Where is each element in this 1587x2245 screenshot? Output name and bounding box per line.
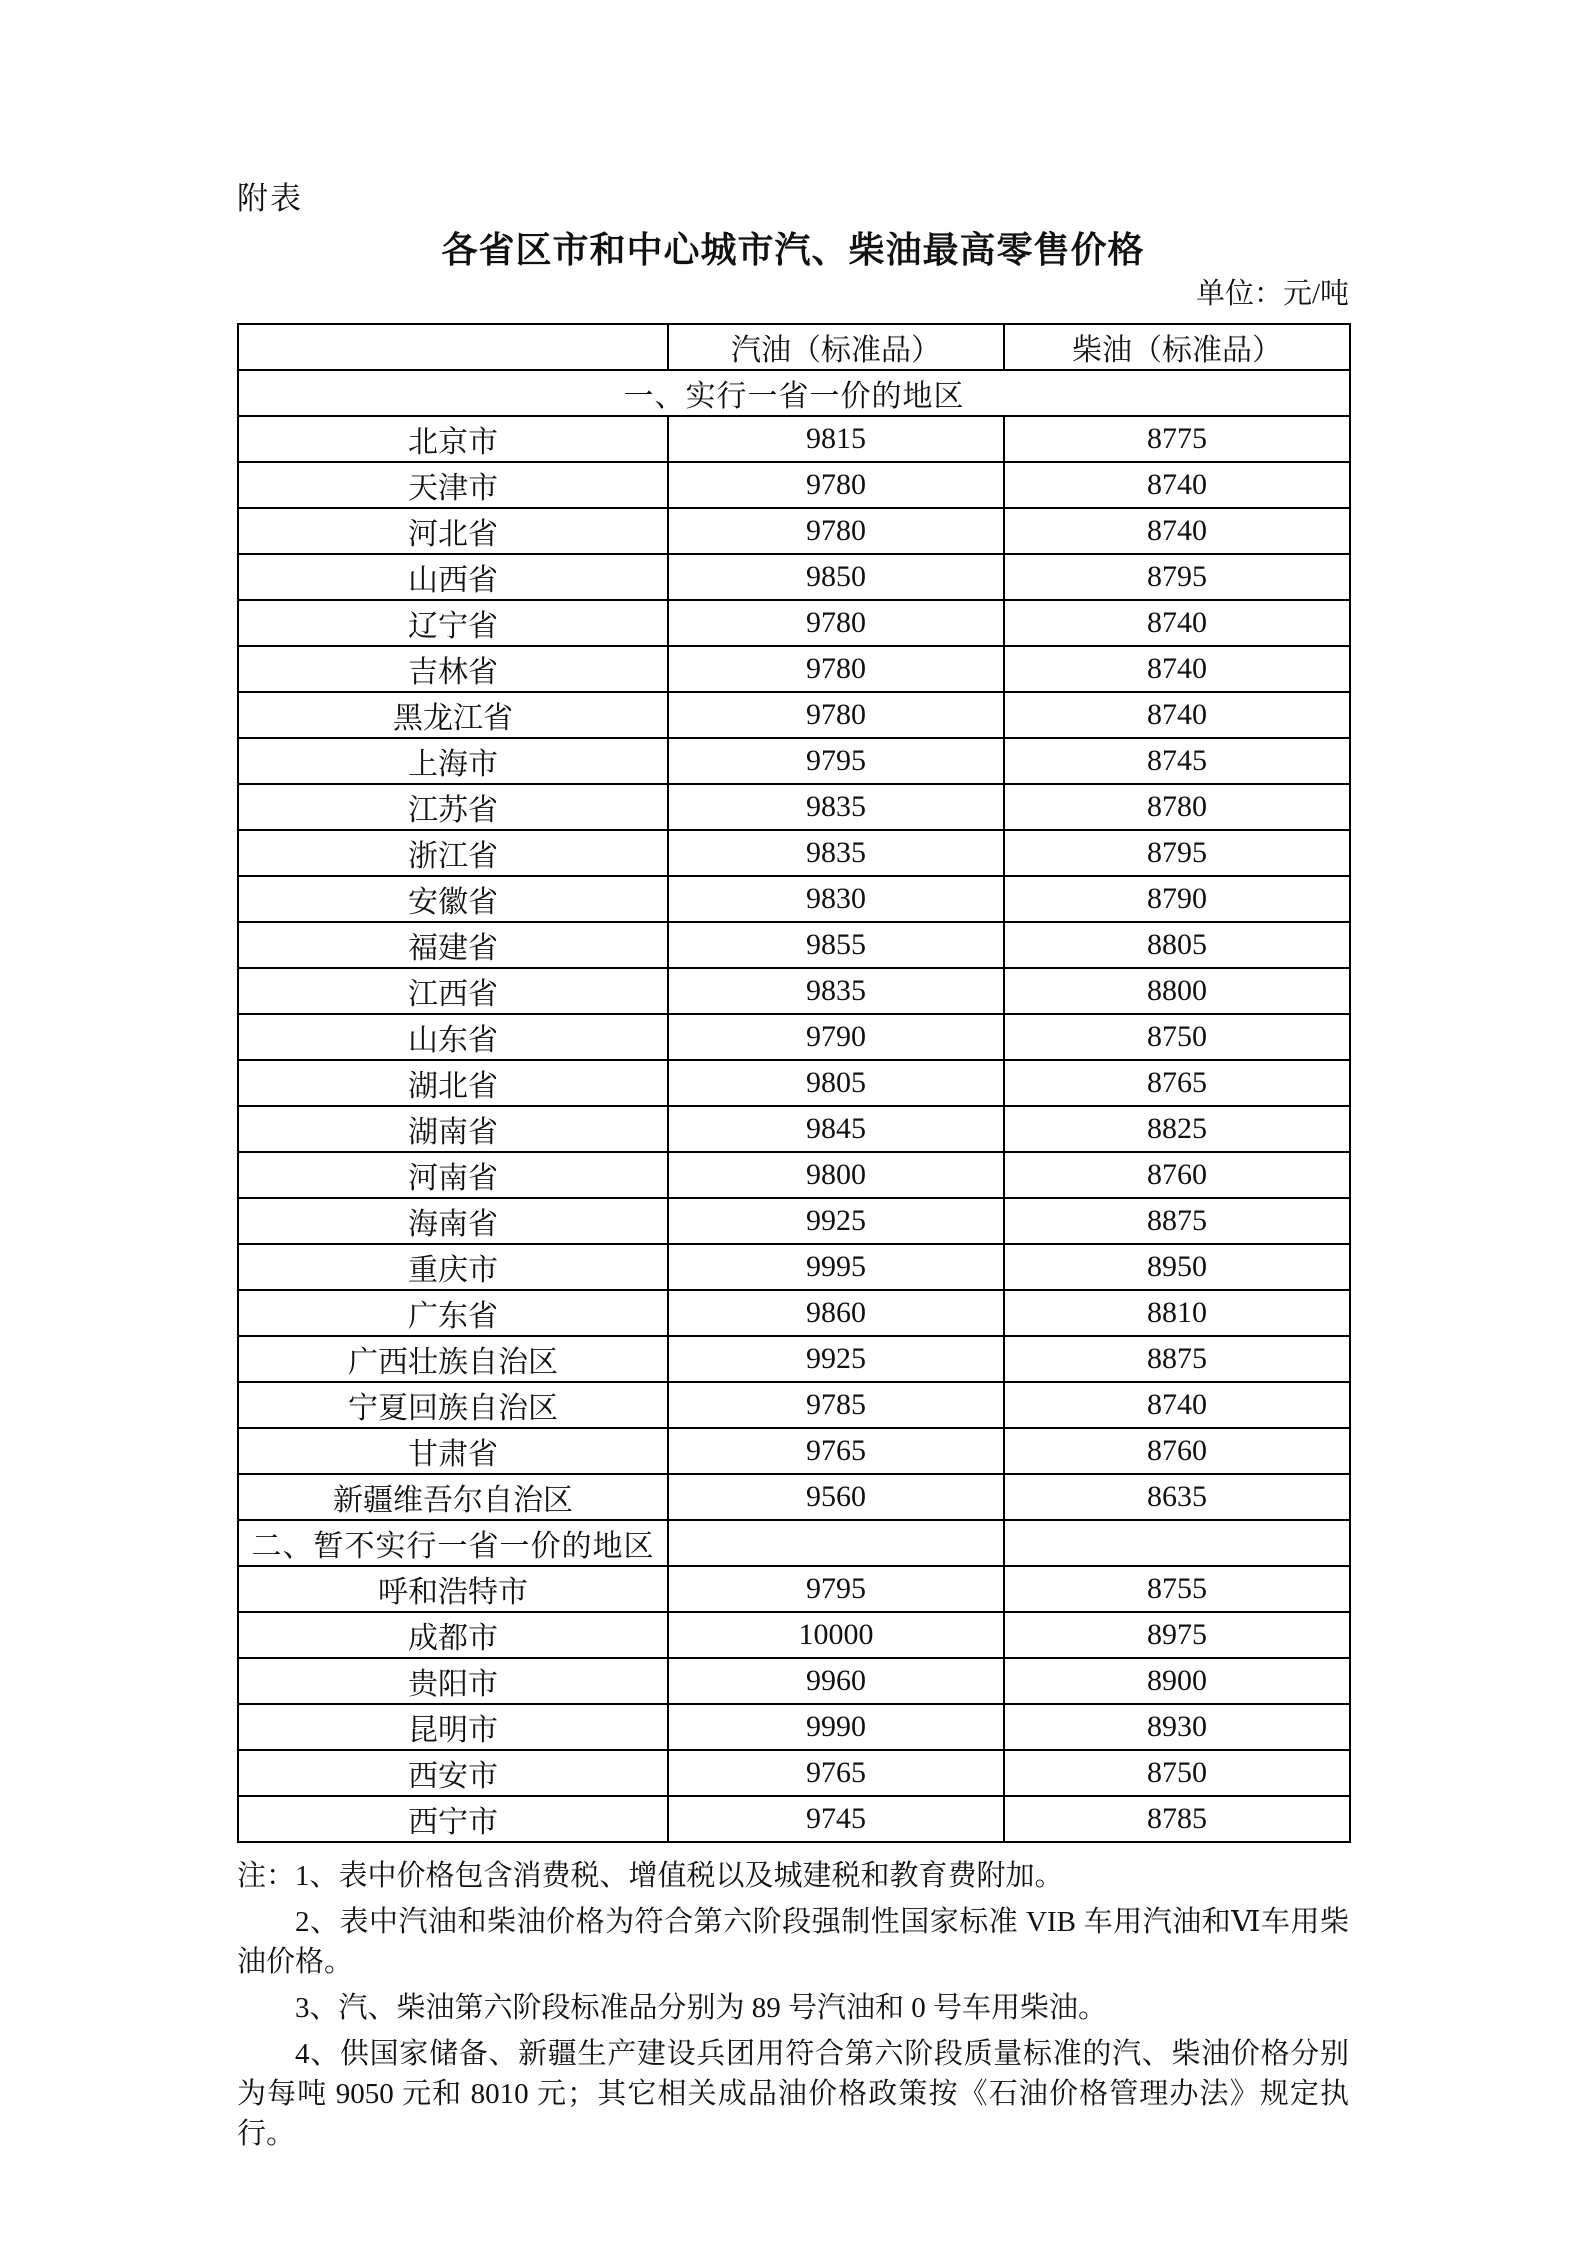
region-name-cell: 海南省 [238, 1198, 668, 1244]
region-name-cell: 西安市 [238, 1750, 668, 1796]
region-name-cell: 浙江省 [238, 830, 668, 876]
diesel-price-cell: 8780 [1004, 784, 1350, 830]
unit-label: 单位：元/吨 [1195, 277, 1349, 310]
gasoline-price-cell: 9780 [668, 508, 1004, 554]
diesel-price-cell: 8805 [1004, 922, 1350, 968]
gasoline-price-cell: 9765 [668, 1428, 1004, 1474]
table-row [238, 1474, 1350, 1520]
region-name-cell: 贵阳市 [238, 1658, 668, 1704]
region-name-cell: 上海市 [238, 738, 668, 784]
diesel-price-cell: 8800 [1004, 968, 1350, 1014]
notes [237, 1856, 1349, 2154]
table-row [238, 554, 1350, 600]
diesel-price-cell: 8740 [1004, 508, 1350, 554]
appendix-tag: 附表 [237, 181, 303, 216]
region-name-cell: 安徽省 [238, 876, 668, 922]
table-row [238, 922, 1350, 968]
region-name-cell: 河南省 [238, 1152, 668, 1198]
table-row [238, 738, 1350, 784]
diesel-price-cell: 8790 [1004, 876, 1350, 922]
diesel-price-cell: 8740 [1004, 600, 1350, 646]
gasoline-price-cell: 9765 [668, 1750, 1004, 1796]
diesel-price-cell: 8740 [1004, 646, 1350, 692]
gasoline-price-cell: 9850 [668, 554, 1004, 600]
diesel-price-cell: 8760 [1004, 1428, 1350, 1474]
diesel-price-cell: 8775 [1004, 416, 1350, 462]
region-name-cell: 新疆维吾尔自治区 [238, 1474, 668, 1520]
note-line: 3、汽、柴油第六阶段标准品分别为 89 号汽油和 0 号车用柴油。 [295, 1992, 1108, 2025]
region-name-cell: 昆明市 [238, 1704, 668, 1750]
gasoline-price-cell: 9855 [668, 922, 1004, 968]
region-name-cell: 重庆市 [238, 1244, 668, 1290]
table-row [238, 1244, 1350, 1290]
table-row [238, 1704, 1350, 1750]
gasoline-price-cell: 9995 [668, 1244, 1004, 1290]
region-name-cell: 江西省 [238, 968, 668, 1014]
diesel-price-cell: 8810 [1004, 1290, 1350, 1336]
gasoline-price-cell: 9780 [668, 646, 1004, 692]
table-row [238, 1198, 1350, 1244]
gasoline-price-cell: 9790 [668, 1014, 1004, 1060]
diesel-price-cell: 8795 [1004, 554, 1350, 600]
price-table [237, 323, 1351, 1843]
diesel-price-cell: 8760 [1004, 1152, 1350, 1198]
region-name-cell: 宁夏回族自治区 [238, 1382, 668, 1428]
diesel-price-cell: 8745 [1004, 738, 1350, 784]
gasoline-price-cell: 9805 [668, 1060, 1004, 1106]
diesel-price-cell: 8785 [1004, 1796, 1350, 1842]
diesel-price-cell: 8975 [1004, 1612, 1350, 1658]
document-page [237, 0, 1349, 2160]
region-name-cell: 北京市 [238, 416, 668, 462]
table-row [238, 692, 1350, 738]
region-name-cell: 广西壮族自治区 [238, 1336, 668, 1382]
diesel-price-cell: 8875 [1004, 1336, 1350, 1382]
table-row [238, 784, 1350, 830]
gasoline-price-cell: 9780 [668, 600, 1004, 646]
table-row [238, 416, 1350, 462]
empty-cell [668, 1520, 1004, 1566]
region-name-cell: 山西省 [238, 554, 668, 600]
diesel-price-cell: 8750 [1004, 1014, 1350, 1060]
gasoline-price-cell: 9795 [668, 738, 1004, 784]
note-line: 4、供国家储备、新疆生产建设兵团用符合第六阶段质量标准的汽、柴油价格分别为每吨 9050 元和 8010 元；其它相关成品油价格政策按《石油价格管理办法》规定执行。 [237, 2038, 1349, 2151]
gasoline-price-cell: 9990 [668, 1704, 1004, 1750]
diesel-price-cell: 8755 [1004, 1566, 1350, 1612]
region-name-cell: 河北省 [238, 508, 668, 554]
gasoline-price-cell: 9815 [668, 416, 1004, 462]
table-row [238, 1336, 1350, 1382]
table-row [238, 876, 1350, 922]
table-row [238, 1060, 1350, 1106]
gasoline-price-cell: 9925 [668, 1336, 1004, 1382]
gasoline-price-cell: 9800 [668, 1152, 1004, 1198]
region-name-cell: 福建省 [238, 922, 668, 968]
gasoline-price-cell: 9925 [668, 1198, 1004, 1244]
table-row [238, 1014, 1350, 1060]
region-name-cell: 天津市 [238, 462, 668, 508]
gasoline-price-cell: 9785 [668, 1382, 1004, 1428]
gasoline-price-cell: 9835 [668, 784, 1004, 830]
diesel-price-cell: 8930 [1004, 1704, 1350, 1750]
diesel-price-cell: 8950 [1004, 1244, 1350, 1290]
table-row [238, 1750, 1350, 1796]
gasoline-price-cell: 9860 [668, 1290, 1004, 1336]
diesel-price-cell: 8795 [1004, 830, 1350, 876]
diesel-price-cell: 8765 [1004, 1060, 1350, 1106]
table-row [238, 1658, 1350, 1704]
diesel-price-cell: 8875 [1004, 1198, 1350, 1244]
table-row [238, 600, 1350, 646]
gasoline-price-cell: 10000 [668, 1612, 1004, 1658]
table-row [238, 646, 1350, 692]
region-name-cell: 山东省 [238, 1014, 668, 1060]
table-row [238, 1290, 1350, 1336]
region-name-cell: 黑龙江省 [238, 692, 668, 738]
region-name-cell: 湖北省 [238, 1060, 668, 1106]
gasoline-price-cell: 9795 [668, 1566, 1004, 1612]
table-row [238, 1152, 1350, 1198]
document-title: 各省区市和中心城市汽、柴油最高零售价格 [441, 229, 1145, 270]
diesel-price-cell: 8825 [1004, 1106, 1350, 1152]
section-row [238, 370, 1350, 416]
col-header-diesel: 柴油（标准品） [1004, 324, 1350, 370]
region-name-cell: 吉林省 [238, 646, 668, 692]
region-name-cell: 辽宁省 [238, 600, 668, 646]
table-row [238, 830, 1350, 876]
gasoline-price-cell: 9780 [668, 692, 1004, 738]
col-header-region-empty [238, 324, 668, 370]
note-line: 注：1、表中价格包含消费税、增值税以及城建税和教育费附加。 [237, 1860, 1064, 1893]
gasoline-price-cell: 9560 [668, 1474, 1004, 1520]
region-name-cell: 成都市 [238, 1612, 668, 1658]
gasoline-price-cell: 9845 [668, 1106, 1004, 1152]
section-row [238, 1520, 1350, 1566]
region-name-cell: 江苏省 [238, 784, 668, 830]
gasoline-price-cell: 9835 [668, 830, 1004, 876]
gasoline-price-cell: 9745 [668, 1796, 1004, 1842]
table-row [238, 1566, 1350, 1612]
region-name-cell: 甘肃省 [238, 1428, 668, 1474]
gasoline-price-cell: 9780 [668, 462, 1004, 508]
table-row [238, 1796, 1350, 1842]
section-label: 一、实行一省一价的地区 [238, 370, 1350, 416]
section-label: 二、暂不实行一省一价的地区 [238, 1520, 668, 1566]
diesel-price-cell: 8740 [1004, 1382, 1350, 1428]
gasoline-price-cell: 9830 [668, 876, 1004, 922]
region-name-cell: 呼和浩特市 [238, 1566, 668, 1612]
table-row [238, 1428, 1350, 1474]
diesel-price-cell: 8750 [1004, 1750, 1350, 1796]
diesel-price-cell: 8740 [1004, 462, 1350, 508]
table-row [238, 968, 1350, 1014]
table-row [238, 1106, 1350, 1152]
table-row [238, 462, 1350, 508]
col-header-gasoline: 汽油（标准品） [668, 324, 1004, 370]
note-line: 2、表中汽油和柴油价格为符合第六阶段强制性国家标准 VIB 车用汽油和Ⅵ车用柴油价格。 [237, 1906, 1349, 1979]
empty-cell [1004, 1520, 1350, 1566]
gasoline-price-cell: 9835 [668, 968, 1004, 1014]
diesel-price-cell: 8740 [1004, 692, 1350, 738]
region-name-cell: 湖南省 [238, 1106, 668, 1152]
region-name-cell: 西宁市 [238, 1796, 668, 1842]
gasoline-price-cell: 9960 [668, 1658, 1004, 1704]
diesel-price-cell: 8900 [1004, 1658, 1350, 1704]
region-name-cell: 广东省 [238, 1290, 668, 1336]
table-header-row [238, 324, 1350, 370]
table-row [238, 1382, 1350, 1428]
table-row [238, 1612, 1350, 1658]
diesel-price-cell: 8635 [1004, 1474, 1350, 1520]
table-row [238, 508, 1350, 554]
